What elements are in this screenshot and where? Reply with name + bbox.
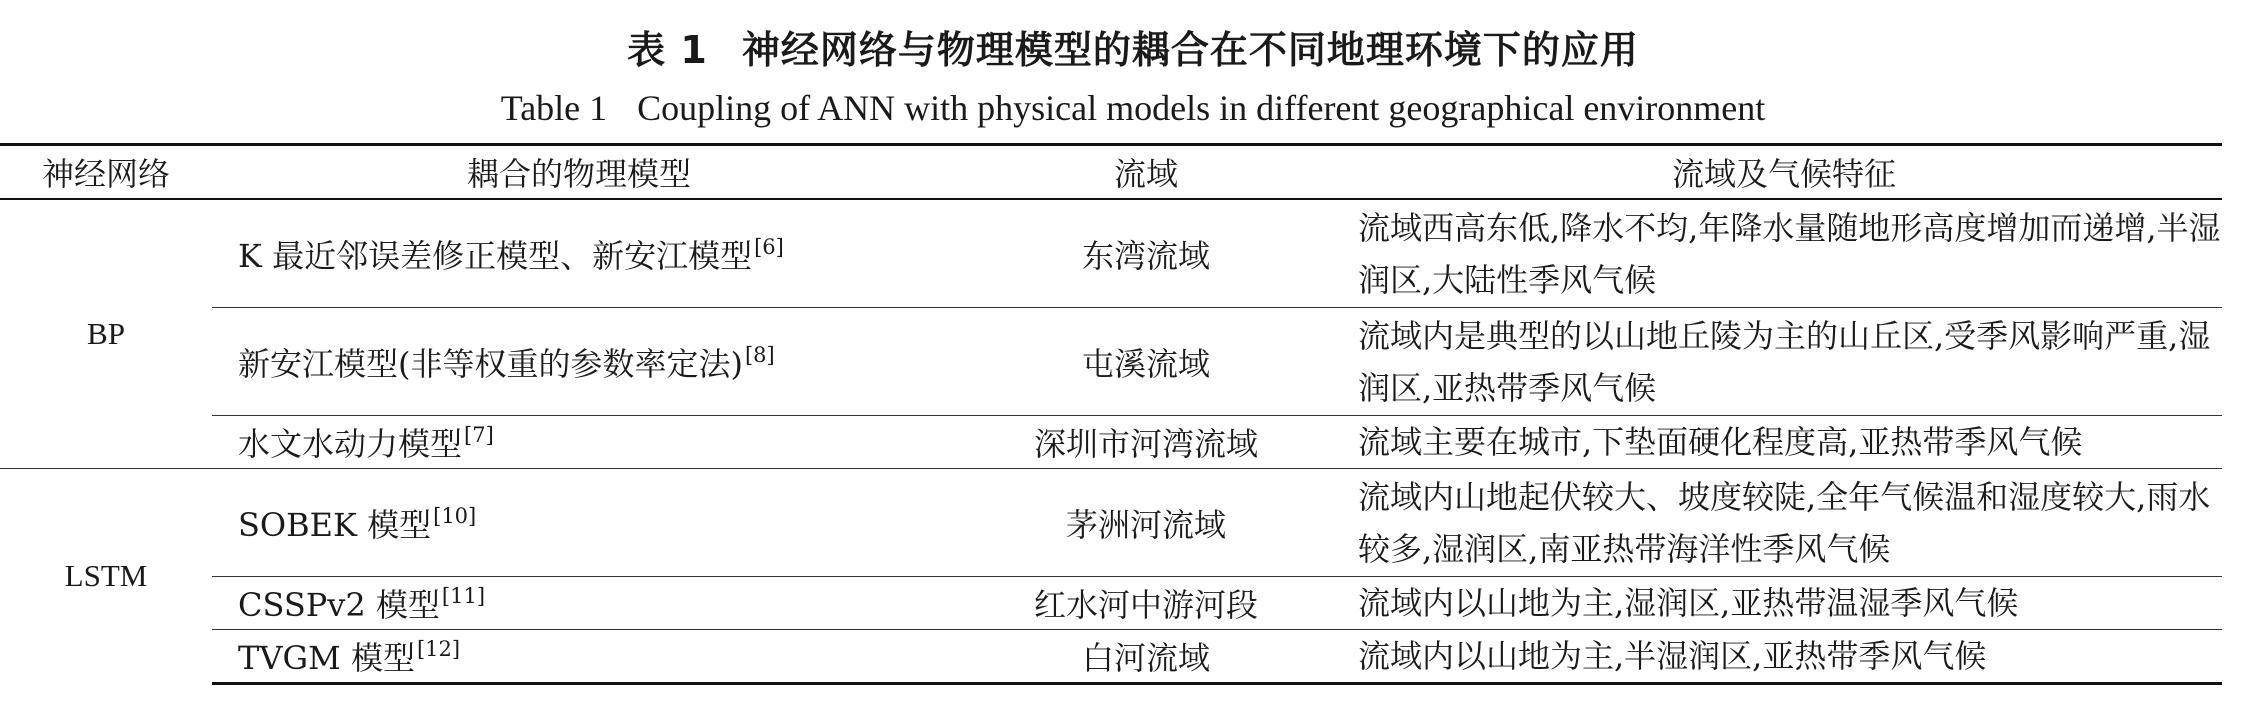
reference-mark: [12] [416, 637, 461, 661]
network-cell: LSTM [0, 469, 212, 684]
table-row [0, 199, 2222, 308]
table-number-en: Table 1 [500, 88, 608, 128]
table-row [0, 577, 2222, 630]
model-cell [212, 416, 946, 469]
table-row [0, 416, 2222, 469]
feature-cell: 流域内以山地为主,半湿润区,亚热带季风气候 [1346, 630, 2222, 684]
header-basin: 流域 [946, 145, 1346, 200]
basin-cell: 红水河中游河段 [946, 577, 1346, 630]
model-cell [212, 577, 946, 630]
basin-cell: 东湾流域 [1081, 236, 1210, 275]
reference-mark: [8] [744, 342, 775, 367]
feature-cell: 流域主要在城市,下垫面硬化程度高,亚热带季风气候 [1346, 416, 2222, 469]
table-header-row [0, 145, 2222, 200]
model-name: 水文水动力模型 [238, 425, 463, 463]
table-row [0, 469, 2222, 577]
table-number-cn: 表 1 [627, 28, 708, 72]
model-name: 新安江模型(非等权重的参数率定法) [238, 344, 743, 383]
table-row [0, 630, 2222, 684]
model-cell [212, 199, 946, 308]
basin-cell: 白河流域 [946, 630, 1346, 684]
basin-cell: 深圳市河湾流域 [946, 416, 1346, 469]
model-cell [212, 308, 946, 416]
feature-cell: 流域内以山地为主,湿润区,亚热带温湿季风气候 [1346, 577, 2222, 630]
feature-cell: 流域内是典型的以山地丘陵为主的山丘区,受季风影响严重,湿润区,亚热带季风气候 [1346, 308, 2222, 416]
network-cell: BP [87, 316, 125, 351]
feature-cell: 流域西高东低,降水不均,年降水量随地形高度增加而递增,半湿润区,大陆性季风气候 [1358, 208, 2221, 299]
reference-mark: [10] [433, 503, 477, 528]
reference-mark: [7] [464, 423, 494, 447]
basin-cell: 屯溪流域 [946, 308, 1346, 416]
reference-mark: [11] [441, 584, 486, 608]
reference-mark: [6] [754, 234, 784, 259]
basin-cell: 茅洲河流域 [946, 469, 1346, 577]
model-cell [212, 469, 946, 577]
model-name: K 最近邻误差修正模型、新安江模型 [238, 236, 753, 275]
table-caption-en [0, 84, 2266, 132]
model-name: CSSPv2 模型 [238, 586, 440, 624]
coupling-table [0, 143, 2222, 685]
header-feature: 流域及气候特征 [1346, 145, 2222, 200]
table-title-cn: 神经网络与物理模型的耦合在不同地理环境下的应用 [741, 28, 1639, 72]
table-row [0, 308, 2222, 416]
header-model: 耦合的物理模型 [212, 145, 946, 200]
header-network: 神经网络 [0, 145, 212, 200]
model-name: SOBEK 模型 [238, 505, 432, 544]
model-cell [212, 630, 946, 684]
table-title-en: Coupling of ANN with physical models in different geographical environment [637, 88, 1766, 128]
model-name: TVGM 模型 [238, 639, 415, 677]
feature-cell: 流域内山地起伏较大、坡度较陡,全年气候温和湿度较大,雨水较多,湿润区,南亚热带海洋性季风气候 [1346, 469, 2222, 577]
table-caption-cn [0, 22, 2266, 78]
